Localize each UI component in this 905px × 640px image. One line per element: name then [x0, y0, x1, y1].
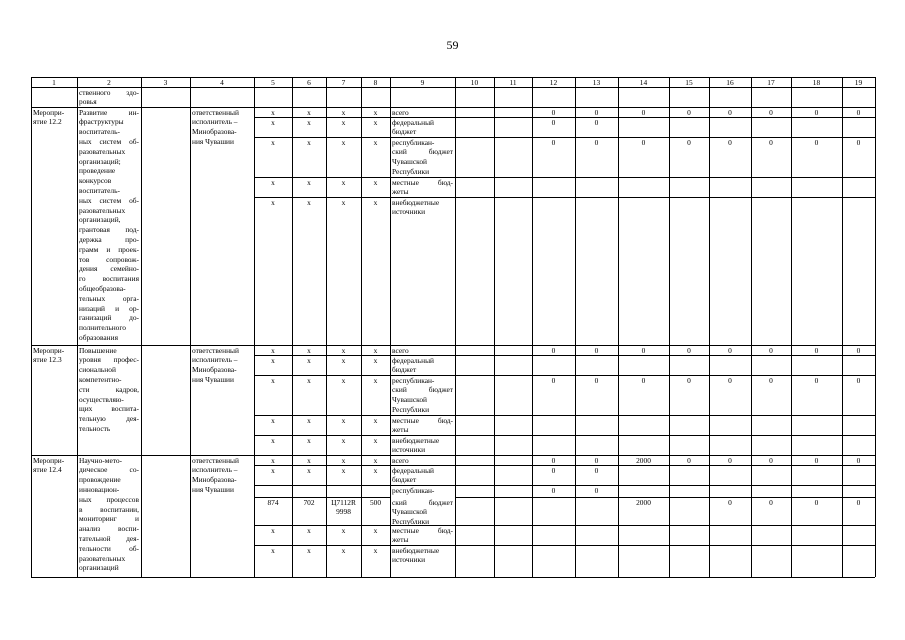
header-cell-7: 7: [341, 77, 346, 87]
column-border-2: [141, 77, 142, 577]
code-cell-5: x: [271, 525, 275, 535]
value-cell-14: 2000: [636, 455, 651, 465]
measure-description-line: фраструктуры: [79, 117, 124, 127]
measure-description-line: проведение: [79, 166, 116, 176]
code-cell-7: x: [341, 345, 346, 355]
measure-description-line: разовательных: [79, 205, 126, 215]
value-cell-12: 0: [551, 465, 556, 475]
code-cell-5: x: [271, 137, 275, 147]
value-cell-18: 0: [814, 497, 819, 507]
funding-source: ский бюджет: [392, 147, 453, 157]
budget-table: [30, 77, 874, 577]
measure-description-line: провождение: [79, 475, 121, 485]
measure-description-line: образования: [79, 332, 118, 342]
code-cell-5: x: [271, 355, 275, 365]
header-cell-5: 5: [271, 77, 275, 87]
measure-description-line: грантовая под-: [79, 225, 139, 235]
executor-text: исполнитель –: [192, 355, 238, 365]
value-cell-12: 0: [551, 137, 556, 147]
header-cell-1: 1: [52, 77, 56, 87]
code-cell-5: x: [271, 455, 275, 465]
column-border-11: [532, 77, 533, 577]
value-cell-14: 0: [641, 345, 646, 355]
column-border-7: [361, 77, 362, 577]
code-cell-7: x: [341, 355, 346, 365]
funding-source: всего: [392, 455, 409, 465]
column-border-9: [455, 77, 456, 577]
value-cell-16: 0: [728, 107, 732, 117]
value-cell-13: 0: [594, 345, 599, 355]
column-border-15: [709, 77, 710, 577]
column-border-6: [326, 77, 327, 577]
funding-source: бюджет: [392, 365, 417, 375]
header-cell-3: 3: [163, 77, 168, 87]
value-cell-19: 0: [856, 345, 861, 355]
table-top-border: [31, 77, 875, 78]
code-cell-7: x: [341, 435, 346, 445]
executor-text: ния Чувашии: [192, 136, 234, 146]
header-cell-16: 16: [726, 77, 734, 87]
value-cell-16: 0: [728, 345, 732, 355]
executor-text: ния Чувашии: [192, 374, 234, 384]
value-cell-15: 0: [687, 107, 691, 117]
measure-description-line: ных процессов: [79, 494, 139, 504]
funding-source: федеральный: [392, 355, 434, 365]
value-cell-18: 0: [814, 455, 819, 465]
value-cell-19: 0: [856, 107, 861, 117]
value-cell-16: 0: [728, 137, 732, 147]
funding-source: республикан-: [392, 375, 435, 385]
column-border-4: [254, 77, 255, 577]
measure-description-line: разовательных: [79, 553, 126, 563]
funding-source: Чувашской: [392, 395, 428, 405]
measure-id: Меропри-: [33, 345, 65, 355]
value-cell-13: 0: [594, 465, 599, 475]
measure-description-line: низаций и ор-: [79, 303, 139, 313]
code-cell-8: x: [373, 355, 378, 365]
header-cell-15: 15: [685, 77, 693, 87]
code-cell-7: 9998: [336, 507, 351, 517]
funding-source: внебюджетные: [392, 545, 440, 555]
value-cell-17: 0: [769, 497, 773, 507]
measure-description-line: анализ воспи-: [79, 524, 139, 534]
code-cell-5: x: [271, 545, 275, 555]
measure-description-line: щих воспита-: [79, 404, 139, 414]
code-cell-5: x: [271, 465, 275, 475]
measure-description-line: тельную дея-: [79, 414, 139, 424]
table-bottom-border: [31, 577, 875, 578]
code-cell-8: x: [373, 197, 378, 207]
value-cell-19: 0: [856, 497, 861, 507]
funding-source: внебюджетные: [392, 435, 440, 445]
value-cell-13: 0: [594, 455, 599, 465]
measure-description-line: держка про-: [79, 234, 139, 244]
column-border-8: [390, 77, 391, 577]
code-cell-6: x: [307, 525, 311, 535]
code-cell-6: x: [307, 455, 311, 465]
executor-text: исполнитель –: [192, 117, 238, 127]
page-number: 59: [446, 38, 459, 52]
code-cell-7: x: [341, 525, 346, 535]
measure-description-line: грамм и проек-: [79, 244, 139, 254]
measure-description-line: сиональной: [79, 365, 116, 375]
column-border-0: [31, 77, 32, 577]
funding-source: федеральный: [392, 117, 434, 127]
measure-description-line: ных систем об-: [79, 136, 139, 146]
measure-description-line: полнительного: [79, 323, 126, 333]
value-cell-15: 0: [687, 137, 691, 147]
code-cell-6: x: [307, 435, 311, 445]
measure-description-line: воспитатель-: [79, 127, 120, 137]
funding-source: всего: [392, 107, 409, 117]
value-cell-14: 0: [641, 375, 646, 385]
funding-source: источники: [392, 207, 426, 217]
measure-id: Меропри-: [33, 455, 65, 465]
code-cell-8: x: [373, 345, 378, 355]
code-cell-5: x: [271, 197, 275, 207]
measure-description-line: организаций: [79, 563, 119, 573]
code-cell-5: x: [271, 345, 275, 355]
value-cell-13: 0: [594, 485, 599, 495]
header-cell-8: 8: [373, 77, 378, 87]
header-cell-18: 18: [812, 77, 821, 87]
executor-text: Минобразова-: [192, 475, 237, 485]
measure-description-line: осуществляю-: [79, 394, 124, 404]
code-cell-6: x: [307, 137, 311, 147]
measure-description-line: тельность: [79, 423, 111, 433]
measure-description-line: компетентно-: [79, 374, 122, 384]
code-cell-6: 702: [303, 497, 315, 507]
funding-source: республикан-: [392, 137, 435, 147]
measure-description-line: Повышение: [79, 345, 117, 355]
measure-description-line: в воспитании,: [79, 504, 139, 514]
measure-id: ятие 12.3: [33, 355, 62, 365]
value-cell-13: 0: [594, 107, 599, 117]
value-cell-12: 0: [551, 107, 556, 117]
value-cell-19: 0: [856, 137, 861, 147]
code-cell-7: x: [341, 177, 346, 187]
code-cell-6: x: [307, 345, 311, 355]
measure-id: ятие 12.2: [33, 117, 62, 127]
header-cell-19: 19: [854, 77, 863, 87]
code-cell-8: x: [373, 455, 378, 465]
header-cell-2: 2: [107, 77, 111, 87]
code-cell-6: x: [307, 117, 311, 127]
column-border-18: [842, 77, 843, 577]
value-cell-16: 0: [728, 497, 732, 507]
code-cell-6: x: [307, 375, 311, 385]
measure-description-line: тательной дея-: [79, 533, 139, 543]
measure-description-line: дения семейно-: [79, 264, 139, 274]
column-border-12: [575, 77, 576, 577]
code-cell-5: x: [271, 177, 275, 187]
code-cell-8: x: [373, 415, 378, 425]
code-cell-8: x: [373, 375, 378, 385]
value-cell-17: 0: [769, 107, 773, 117]
value-cell-12: 0: [551, 455, 556, 465]
value-cell-18: 0: [814, 375, 819, 385]
value-cell-18: 0: [814, 107, 819, 117]
measure-description-line: уровня профес-: [79, 355, 139, 365]
code-cell-7: x: [341, 415, 346, 425]
code-cell-6: x: [307, 107, 311, 117]
code-cell-5: x: [271, 375, 275, 385]
value-cell-12: 0: [551, 485, 556, 495]
value-cell-14: 2000: [636, 497, 651, 507]
code-cell-8: x: [373, 137, 378, 147]
funding-source: местные бюд-: [392, 525, 453, 535]
value-cell-14: 0: [641, 107, 646, 117]
measure-description-line: тельности об-: [79, 543, 139, 553]
code-cell-8: x: [373, 545, 378, 555]
code-cell-6: x: [307, 415, 311, 425]
code-cell-7: x: [341, 465, 346, 475]
measure-description-line: инновацион-: [79, 484, 120, 494]
code-cell-6: x: [307, 355, 311, 365]
funding-source: Республики: [392, 166, 430, 176]
funding-source: Республики: [392, 517, 430, 527]
measure-description-line: воспитатель-: [79, 185, 120, 195]
funding-source: всего: [392, 345, 409, 355]
code-cell-7: x: [341, 375, 346, 385]
header-cell-11: 11: [509, 77, 517, 87]
measure-description-line: организаций;: [79, 156, 121, 166]
value-cell-17: 0: [769, 455, 773, 465]
code-cell-8: x: [373, 525, 378, 535]
measure-description-line: конкурсов: [79, 176, 112, 186]
code-cell-7: x: [341, 455, 346, 465]
value-cell-12: 0: [551, 345, 556, 355]
measure-description-line: ганизаций до-: [79, 313, 139, 323]
value-cell-15: 0: [687, 455, 691, 465]
funding-source: Республики: [392, 404, 430, 414]
measure-description-line: го воспитания: [79, 274, 139, 284]
value-cell-19: 0: [856, 375, 861, 385]
header-cell-9: 9: [420, 77, 425, 87]
code-cell-7: Ц7112R: [331, 497, 356, 507]
value-cell-13: 0: [594, 117, 599, 127]
executor-text: ния Чувашии: [192, 484, 234, 494]
measure-description-line: сти кадров,: [79, 384, 139, 394]
code-cell-5: 874: [267, 497, 279, 507]
executor-text: исполнитель –: [192, 465, 238, 475]
measure-description-line: общеобразова-: [79, 283, 126, 293]
code-cell-6: x: [307, 197, 311, 207]
measure-description-line: организаций,: [79, 215, 121, 225]
measure-id: ятие 12.4: [33, 465, 62, 475]
measure-description-line: Научно-мето-: [79, 455, 123, 465]
funding-source: бюджет: [392, 475, 417, 485]
code-cell-8: x: [373, 465, 378, 475]
column-border-16: [751, 77, 752, 577]
measure-description-line: разовательных: [79, 146, 126, 156]
header-bottom-border: [31, 87, 875, 88]
header-cell-17: 17: [767, 77, 775, 87]
value-cell-15: 0: [687, 375, 691, 385]
value-cell-12: 0: [551, 117, 556, 127]
measure-description-line: Развитие ин-: [79, 107, 139, 117]
executor-text: ответственный: [192, 455, 239, 465]
funding-source: республикан-: [392, 485, 435, 495]
value-cell-16: 0: [728, 455, 732, 465]
funding-source: ский бюджет: [392, 497, 453, 507]
column-border-14: [669, 77, 670, 577]
header-cell-10: 10: [470, 77, 479, 87]
funding-source: ский бюджет: [392, 385, 453, 395]
code-cell-5: x: [271, 107, 275, 117]
value-cell-12: 0: [551, 375, 556, 385]
value-cell-17: 0: [769, 375, 773, 385]
header-cell-14: 14: [639, 77, 648, 87]
value-cell-13: 0: [594, 375, 599, 385]
column-border-10: [494, 77, 495, 577]
value-cell-17: 0: [769, 137, 773, 147]
code-cell-7: x: [341, 107, 346, 117]
funding-source: Чувашской: [392, 507, 428, 517]
funding-source: федеральный: [392, 465, 434, 475]
code-cell-7: x: [341, 197, 346, 207]
continuation-text: ственного здо-: [79, 87, 139, 97]
header-cell-4: 4: [220, 77, 224, 87]
code-cell-5: x: [271, 435, 275, 445]
measure-description-line: ных систем об-: [79, 195, 139, 205]
funding-source: бюджет: [392, 127, 417, 137]
code-cell-5: x: [271, 117, 275, 127]
measure-description-line: мониторинг и: [79, 514, 139, 524]
funding-source: источники: [392, 555, 426, 565]
column-border-3: [190, 77, 191, 577]
executor-text: ответственный: [192, 107, 239, 117]
column-border-1: [77, 77, 78, 577]
code-cell-8: x: [373, 107, 378, 117]
value-cell-13: 0: [594, 137, 599, 147]
executor-text: Минобразова-: [192, 365, 237, 375]
value-cell-17: 0: [769, 345, 773, 355]
code-cell-6: x: [307, 465, 311, 475]
executor-text: ответственный: [192, 345, 239, 355]
header-cell-12: 12: [549, 77, 558, 87]
header-cell-6: 6: [307, 77, 311, 87]
continuation-text: ровья: [79, 97, 97, 107]
value-cell-16: 0: [728, 375, 732, 385]
code-cell-7: x: [341, 545, 346, 555]
value-cell-14: 0: [641, 137, 646, 147]
funding-source: жеты: [392, 187, 409, 197]
column-border-13: [618, 77, 619, 577]
funding-source: источники: [392, 445, 426, 455]
code-cell-8: x: [373, 435, 378, 445]
funding-source: жеты: [392, 535, 409, 545]
code-cell-6: x: [307, 177, 311, 187]
funding-source: жеты: [392, 425, 409, 435]
funding-source: Чувашской: [392, 157, 428, 167]
column-border-17: [791, 77, 792, 577]
code-cell-6: x: [307, 545, 311, 555]
measure-id: Меропри-: [33, 107, 65, 117]
code-cell-8: 500: [369, 497, 382, 507]
code-cell-7: x: [341, 117, 346, 127]
value-cell-18: 0: [814, 345, 819, 355]
value-cell-15: 0: [687, 345, 691, 355]
value-cell-18: 0: [814, 137, 819, 147]
funding-source: местные бюд-: [392, 415, 453, 425]
measure-description-line: тельных орга-: [79, 293, 139, 303]
code-cell-7: x: [341, 137, 346, 147]
funding-source: местные бюд-: [392, 177, 453, 187]
measure-description-line: тов сопровож-: [79, 254, 139, 264]
code-cell-8: x: [373, 117, 378, 127]
code-cell-8: x: [373, 177, 378, 187]
measure-description-line: дическое со-: [79, 465, 139, 475]
code-cell-5: x: [271, 415, 275, 425]
executor-text: Минобразова-: [192, 127, 237, 137]
header-cell-13: 13: [592, 77, 601, 87]
value-cell-19: 0: [856, 455, 861, 465]
funding-source: внебюджетные: [392, 197, 440, 207]
column-border-19: [875, 77, 876, 577]
column-border-5: [292, 77, 293, 577]
